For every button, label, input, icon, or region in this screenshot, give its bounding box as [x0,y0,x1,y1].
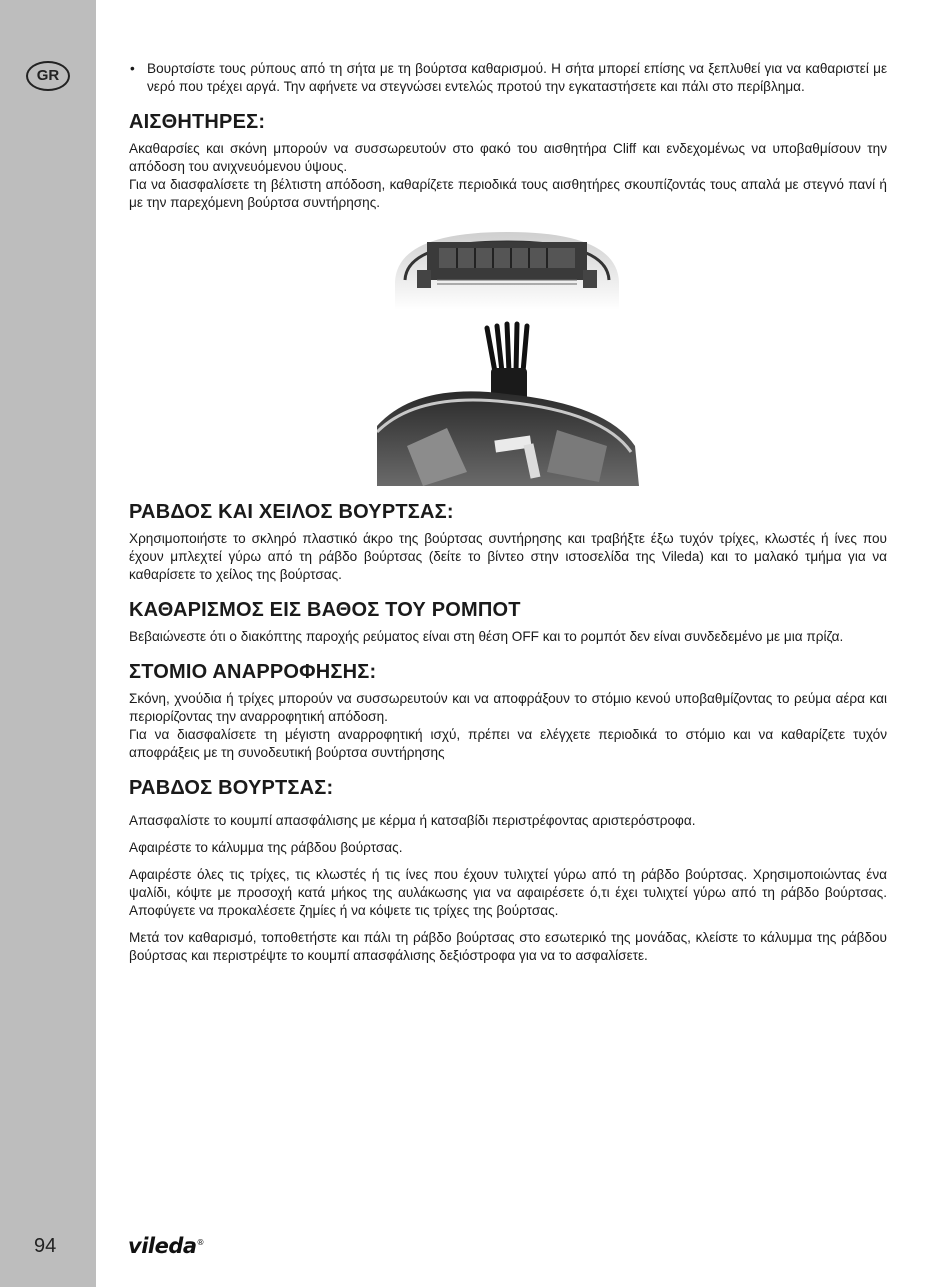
vileda-logo [128,1234,204,1258]
section-title-brush-rod-lip: ΡΑΒΔΟΣ ΚΑΙ ΧΕΙΛΟΣ ΒΟΥΡΤΣΑΣ: [129,501,454,523]
robot-underside-top [395,232,619,310]
sensor-cleaning-illustration [377,232,639,486]
main-content [129,60,887,965]
page-number: 94 [34,1235,57,1257]
brush-rod-paragraph-2: Αφαιρέστε το κάλυμμα της ράβδου βούρτσας. [129,840,403,855]
brush-rod-paragraph-1: Απασφαλίστε το κουμπί απασφάλισης με κέρμα ή κατσαβίδι περιστρέφοντας αριστερόστροφα. [129,813,696,828]
brush-rod-paragraph-4: Μετά τον καθαρισμό, τοποθετήστε και πάλι τη ράβδο βούρτσας στο εσωτερικό της μονάδας, κλείστε το κάλυμμα της ράβδου βούρτσας και περιστρέψτε το κουμπί απασφάλισης δεξιόστροφα για να το ασφαλίσετε. [129,930,887,963]
section-title-brush-rod: ΡΑΒΔΟΣ ΒΟΥΡΤΣΑΣ: [129,777,334,799]
intro-bullet: • Βουρτσίστε τους ρύπους από τη σήτα με τη βούρτσα καθαρισμού. Η σήτα μπορεί επίσης να ξεπλυθεί για να καθαριστεί με νερό που τρέχει αργά. Την αφήνετε να στεγνώσει εντελώς προτού την εγκαταστήσετε και πάλι στο περίβλημα. [129,60,887,96]
section-title-deep-clean: ΚΑΘΑΡΙΣΜΟΣ ΕΙΣ ΒΑΘΟΣ ΤΟΥ ΡΟΜΠΟΤ [129,599,521,621]
sidebar [0,0,96,1287]
section-title-suction-inlet: ΣΤΟΜΙΟ ΑΝΑΡΡΟΦΗΣΗΣ: [129,661,377,683]
suction-inlet-paragraph-2: Για να διασφαλίσετε τη μέγιστη αναρροφητική ισχύ, πρέπει να ελέγχετε περιοδικά το στόμιο και να καθαρίζετε τυχόν αποφράξεις με τη συνοδευτική βούρτσα συντήρησης [129,727,887,760]
sensors-paragraph-2: Για να διασφαλίσετε τη βέλτιστη απόδοση, καθαρίζετε περιοδικά τους αισθητήρες σκουπίζοντάς τους απαλά με στεγνό πανί ή με την παρεχόμενη βούρτσα συντήρησης. [129,177,887,210]
suction-inlet-paragraph-1: Σκόνη, χνούδια ή τρίχες μπορούν να συσσωρευτούν και να αποφράξουν το στόμιο κενού υποβαθμίζοντας το ρεύμα αέρα και περιορίζοντας την αναρροφητική απόδοση. [129,691,887,724]
deep-clean-paragraph: Βεβαιώνεστε ότι ο διακόπτης παροχής ρεύματος είναι στη θέση OFF και το ρομπότ δεν είναι συνδεδεμένο με μια πρίζα. [129,629,844,644]
brush-rod-lip-paragraph: Χρησιμοποιήστε το σκληρό πλαστικό άκρο της βούρτσας συντήρησης και τραβήξτε έξω τυχόν τρίχες, κλωστές ή ίνες που έχουν μπλεχτεί γύρω από τη ράβδο βούρτσας (δείτε το βίντεο στην ιστοσελίδα της Vileda) και το μαλακό τμήμα για να καθαρίσετε το χείλος της βούρτσας. [129,531,887,582]
brush-rod-paragraph-3: Αφαιρέστε όλες τις τρίχες, τις κλωστές ή τις ίνες που έχουν τυλιχτεί γύρω από τη ράβδο βούρτσας. Χρησιμοποιώντας ένα ψαλίδι, κόψτε με προσοχή κατά μήκος της αυλάκωσης για να αφαιρέσετε ό,τι έχει τυλιχτεί γύρω από τη ράβδο βούρτσας. Αποφύγετε να προκαλέσετε ζημίες ή να κόψετε τις τρίχες της βούρτσας. [129,867,887,918]
logo-text: vileda [128,1234,197,1258]
sensors-paragraph-1: Ακαθαρσίες και σκόνη μπορούν να συσσωρευτούν στο φακό του αισθητήρα Cliff και ενδεχομένως να υποβαθμίσουν την απόδοση του ανιχνευόμενου ύψους. [129,141,887,174]
robot-body-bottom [377,391,639,486]
language-badge: GR [26,61,70,91]
section-title-sensors: ΑΙΣΘΗΤΗΡΕΣ: [129,111,266,133]
logo-mark: ® [196,1238,205,1247]
